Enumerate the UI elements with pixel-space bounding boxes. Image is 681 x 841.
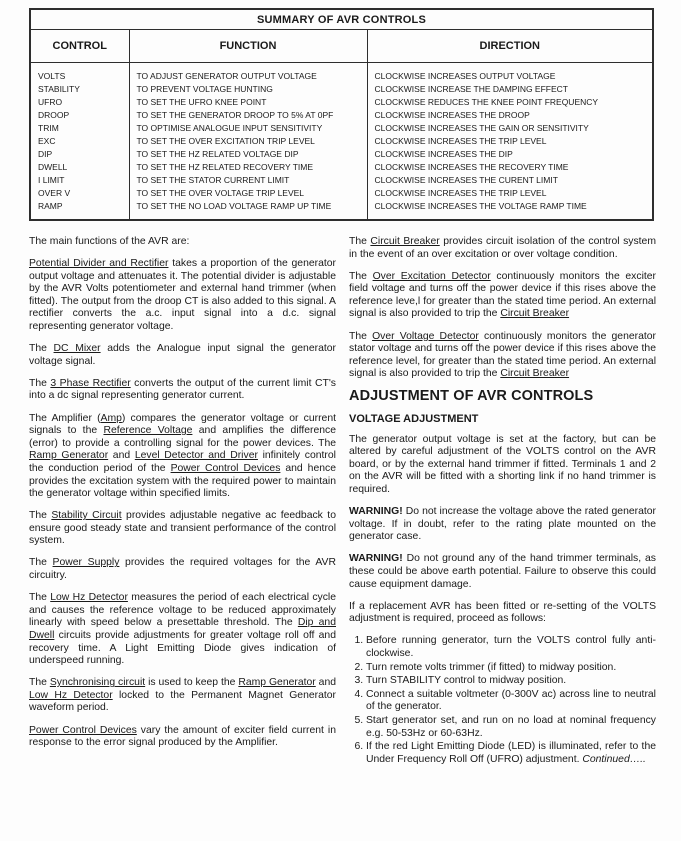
table-cell: OVER V: [38, 188, 71, 198]
table-cell: CLOCKWISE INCREASES THE VOLTAGE RAMP TIME: [367, 200, 653, 220]
text-segment: takes a proportion of the generator output voltage and attenuates it. The potential divider is adjustable by the AVR Volts potentiometer and external hand trimmer (when fitted). The output from the droop CT is also added to this signal. A rectifier converts the a.c. input signal into a d.c. signal representing generator voltage.: [29, 258, 336, 333]
table-cell: TO SET THE STATOR CURRENT LIMIT: [129, 174, 367, 187]
table-cell: CLOCKWISE INCREASES THE DROOP: [367, 109, 653, 122]
table-cell: CLOCKWISE INCREASE THE DAMPING EFFECT: [367, 83, 653, 96]
table-row: [30, 63, 653, 84]
text-segment: adds the Analogue input signal the generator voltage signal.: [29, 343, 336, 367]
text-segment: circuits provide adjustments for greater voltage roll off and recovery time. A Light Emitting Diode gives indication of underspeed running.: [29, 629, 336, 667]
text-segment: vary the amount of exciter field current in response to the error signal produced by the Amplifier.: [29, 724, 336, 749]
table-cell: CLOCKWISE INCREASES THE TRIP LEVEL: [367, 135, 653, 148]
table-title-row: [30, 9, 653, 30]
avr-controls-summary-table: [29, 8, 654, 221]
table-row: [30, 148, 653, 161]
text-segment: The main functions of the AVR are:: [29, 236, 190, 247]
table-cell: EXC: [38, 136, 56, 146]
over-excitation-detector-paragraph: [349, 271, 656, 321]
text-segment: Do not ground any of the hand trimmer terminals, as these could be above earth potential. Failure to observe this could cause equipment damage.: [349, 553, 656, 590]
table-row: [30, 200, 653, 220]
text-segment: The: [29, 343, 54, 355]
text-segment: The Amplifier (: [29, 412, 101, 424]
underlined-term: Power Supply: [52, 557, 120, 569]
table-row: [30, 161, 653, 174]
table-row: [30, 187, 653, 200]
table-cell: TO SET THE OVER EXCITATION TRIP LEVEL: [129, 135, 367, 148]
underlined-term: Power Control Devices: [29, 724, 137, 736]
text-segment: The: [29, 557, 53, 569]
underlined-term: Power Control Devices: [170, 462, 281, 474]
text-segment: If the red Light Emitting Diode (LED) is illuminated, refer to the Under Frequency Roll Off (UFRO) adjustment.: [366, 741, 656, 765]
adjustment-steps-list: [349, 635, 656, 766]
circuit-breaker-paragraph: [349, 236, 656, 261]
underlined-term: Ramp Generator: [238, 677, 316, 689]
table-title: SUMMARY OF AVR CONTROLS: [30, 9, 653, 30]
column-header-function: FUNCTION: [129, 30, 367, 63]
table-cell: TO SET THE HZ RELATED VOLTAGE DIP: [129, 148, 367, 161]
text-segment: provides the required voltages for the AVR circuitry.: [29, 557, 336, 582]
table-cell: CLOCKWISE INCREASES THE DIP: [367, 148, 653, 161]
procedure-intro-paragraph: [349, 601, 656, 626]
table-cell: STABILITY: [38, 84, 80, 94]
table-row: [30, 83, 653, 96]
intro-paragraph: [29, 236, 336, 249]
step-item: [366, 715, 656, 740]
power-supply-paragraph: [29, 557, 336, 582]
table-row: [30, 174, 653, 187]
table-cell: TO OPTIMISE ANALOGUE INPUT SENSITIVITY: [129, 122, 367, 135]
underlined-term: Over Voltage Detector: [372, 330, 479, 342]
underlined-term: Circuit Breaker: [370, 236, 440, 247]
underlined-term: DC Mixer: [53, 343, 101, 355]
text-segment: Start generator set, and run on no load at nominal frequency e.g. 50-53Hz or 60-63Hz.: [366, 714, 656, 739]
table-row: [30, 122, 653, 135]
underlined-term: Circuit Breaker: [500, 308, 570, 320]
underlined-term: Circuit Breaker: [500, 368, 570, 380]
underlined-term: Over Excitation Detector: [372, 270, 491, 282]
table-cell: CLOCKWISE INCREASES THE GAIN OR SENSITIVITY: [367, 122, 653, 135]
table-cell: TO SET THE HZ RELATED RECOVERY TIME: [129, 161, 367, 174]
text-segment: Do not increase the voltage above the rated generator voltage. If in doubt, refer to the rating plate mounted on the generator case.: [349, 506, 656, 543]
right-text-column: [349, 236, 656, 767]
text-segment: Continued…..: [582, 753, 646, 765]
text-segment: and hence provides the excitation system with the required power to maintain the generator voltage within specified limits.: [29, 462, 336, 500]
step-item: [366, 675, 656, 688]
synchronising-circuit-paragraph: [29, 677, 336, 715]
text-segment: ) compares the generator voltage or current signals to the: [29, 412, 336, 437]
over-voltage-detector-paragraph: [349, 331, 656, 381]
table-cell: TO SET THE UFRO KNEE POINT: [129, 96, 367, 109]
left-text-column: [29, 236, 336, 759]
stability-circuit-paragraph: [29, 510, 336, 548]
voltage-adjustment-paragraph: [349, 434, 656, 497]
table-row: [30, 135, 653, 148]
text-segment: Connect a suitable voltmeter (0-300V ac) across line to neutral of the generator.: [366, 688, 656, 713]
text-segment: If a replacement AVR has been fitted or re-setting of the VOLTS adjustment is required, proceed as follows:: [349, 600, 656, 625]
three-phase-rectifier-paragraph: [29, 378, 336, 403]
underlined-term: Stability Circuit: [51, 510, 122, 522]
underlined-term: Low Hz Detector: [29, 689, 113, 701]
underlined-term: Ramp Generator: [29, 450, 109, 462]
text-segment: The: [29, 377, 51, 389]
step-item: [366, 689, 656, 714]
table-cell: CLOCKWISE INCREASES THE RECOVERY TIME: [367, 161, 653, 174]
table-cell: CLOCKWISE INCREASES THE CURENT LIMIT: [367, 174, 653, 187]
text-segment: Turn remote volts trimmer (if fitted) to midway position.: [366, 661, 617, 673]
text-segment: Turn STABILITY control to midway position.: [366, 675, 567, 687]
text-segment: and amplifies the difference (error) to provide a controlling signal for the power devices. The: [29, 425, 336, 449]
table-cell: TO SET THE GENERATOR DROOP TO 5% AT 0PF: [129, 109, 367, 122]
underlined-term: Level Detector and Driver: [134, 450, 258, 462]
underlined-term: Potential Divider and Rectifier: [29, 258, 169, 270]
table-cell: TRIM: [38, 123, 59, 133]
text-segment: The: [29, 592, 51, 604]
warning-ground-paragraph: [349, 553, 656, 591]
section-heading: ADJUSTMENT OF AVR CONTROLS: [349, 388, 594, 405]
text-segment: Before running generator, turn the VOLTS control fully anti-clockwise.: [366, 635, 656, 659]
table-cell: UFRO: [38, 97, 63, 107]
underlined-term: Amp: [100, 412, 122, 424]
low-hz-detector-paragraph: [29, 592, 336, 668]
potential-divider-paragraph: [29, 258, 336, 334]
text-segment: infinitely control the conduction period of the: [29, 450, 336, 474]
column-header-control: CONTROL: [30, 30, 129, 63]
table-cell: TO SET THE OVER VOLTAGE TRIP LEVEL: [129, 187, 367, 200]
table-cell: TO ADJUST GENERATOR OUTPUT VOLTAGE: [129, 63, 367, 84]
dc-mixer-paragraph: [29, 343, 336, 368]
text-segment: The: [29, 677, 50, 689]
text-segment: and: [315, 677, 337, 689]
table-cell: DIP: [38, 149, 53, 159]
table-row: [30, 109, 653, 122]
amplifier-paragraph: [29, 413, 336, 501]
column-header-direction: DIRECTION: [367, 30, 653, 63]
table-cell: CLOCKWISE INCREASES THE TRIP LEVEL: [367, 187, 653, 200]
summary-table-body: [30, 63, 653, 221]
table-row: [30, 96, 653, 109]
text-segment: continuously monitors the generator stator voltage and turns off the power device if this rises above the reference level, for greater than the stated time period. An external signal is also provided to trip the: [349, 330, 657, 380]
step-item: [366, 635, 656, 660]
power-control-devices-paragraph: [29, 725, 336, 750]
table-cell: RAMP: [38, 201, 63, 211]
subsection-heading: VOLTAGE ADJUSTMENT: [349, 413, 479, 426]
text-segment: WARNING!: [349, 506, 403, 518]
text-segment: WARNING!: [349, 553, 403, 565]
table-cell: TO PREVENT VOLTAGE HUNTING: [129, 83, 367, 96]
text-segment: The: [349, 236, 371, 247]
table-cell: CLOCKWISE REDUCES THE KNEE POINT FREQUENCY: [367, 96, 653, 109]
table-cell: CLOCKWISE INCREASES OUTPUT VOLTAGE: [367, 63, 653, 84]
text-segment: and: [108, 450, 135, 462]
text-segment: continuously monitors the exciter field voltage and turns off the power device if this rises above the reference leve,l for greater than the stated time period. An external signal is also provided to trip the: [349, 270, 656, 320]
underlined-term: 3 Phase Rectifier: [50, 377, 131, 389]
text-segment: locked to the Permanent Magnet Generator waveform period.: [29, 689, 336, 714]
underlined-term: Dip and Dwell: [29, 617, 336, 641]
text-segment: provides adjustable negative ac feedback to ensure good steady state and transient performance of the control system.: [29, 510, 336, 547]
underlined-term: Low Hz Detector: [50, 592, 128, 604]
table-cell: TO SET THE NO LOAD VOLTAGE RAMP UP TIME: [129, 200, 367, 220]
table-cell: VOLTS: [38, 71, 66, 81]
text-segment: The: [29, 510, 52, 522]
step-item: [366, 741, 656, 766]
underlined-term: Reference Voltage: [103, 425, 193, 437]
text-segment: provides circuit isolation of the control system in the event of an over excitation or over voltage condition.: [349, 236, 656, 260]
text-segment: converts the output of the current limit CT's into a dc signal representing generator current.: [29, 377, 337, 402]
text-segment: measures the period of each electrical cycle and causes the reference voltage to be reduced approximately linearly with speed below a presettable threshold. The: [29, 592, 337, 629]
table-cell: I LIMIT: [38, 175, 65, 185]
step-item: [366, 662, 656, 675]
underlined-term: Synchronising circuit: [49, 677, 146, 689]
text-segment: The: [349, 330, 373, 342]
text-segment: The: [349, 270, 373, 282]
table-cell: DROOP: [38, 110, 70, 120]
text-segment: is used to keep the: [145, 677, 239, 689]
warning-rated-voltage-paragraph: [349, 506, 656, 544]
table-cell: DWELL: [38, 162, 68, 172]
table-header-row: [30, 30, 653, 63]
text-segment: The generator output voltage is set at the factory, but can be altered by careful adjustment of the VOLTS control on the AVR board, or by the external hand trimmer if fitted. Terminals 1 and 2 on the AVR will be fitted with a shorting link if no hand trimmer is required.: [349, 433, 656, 495]
